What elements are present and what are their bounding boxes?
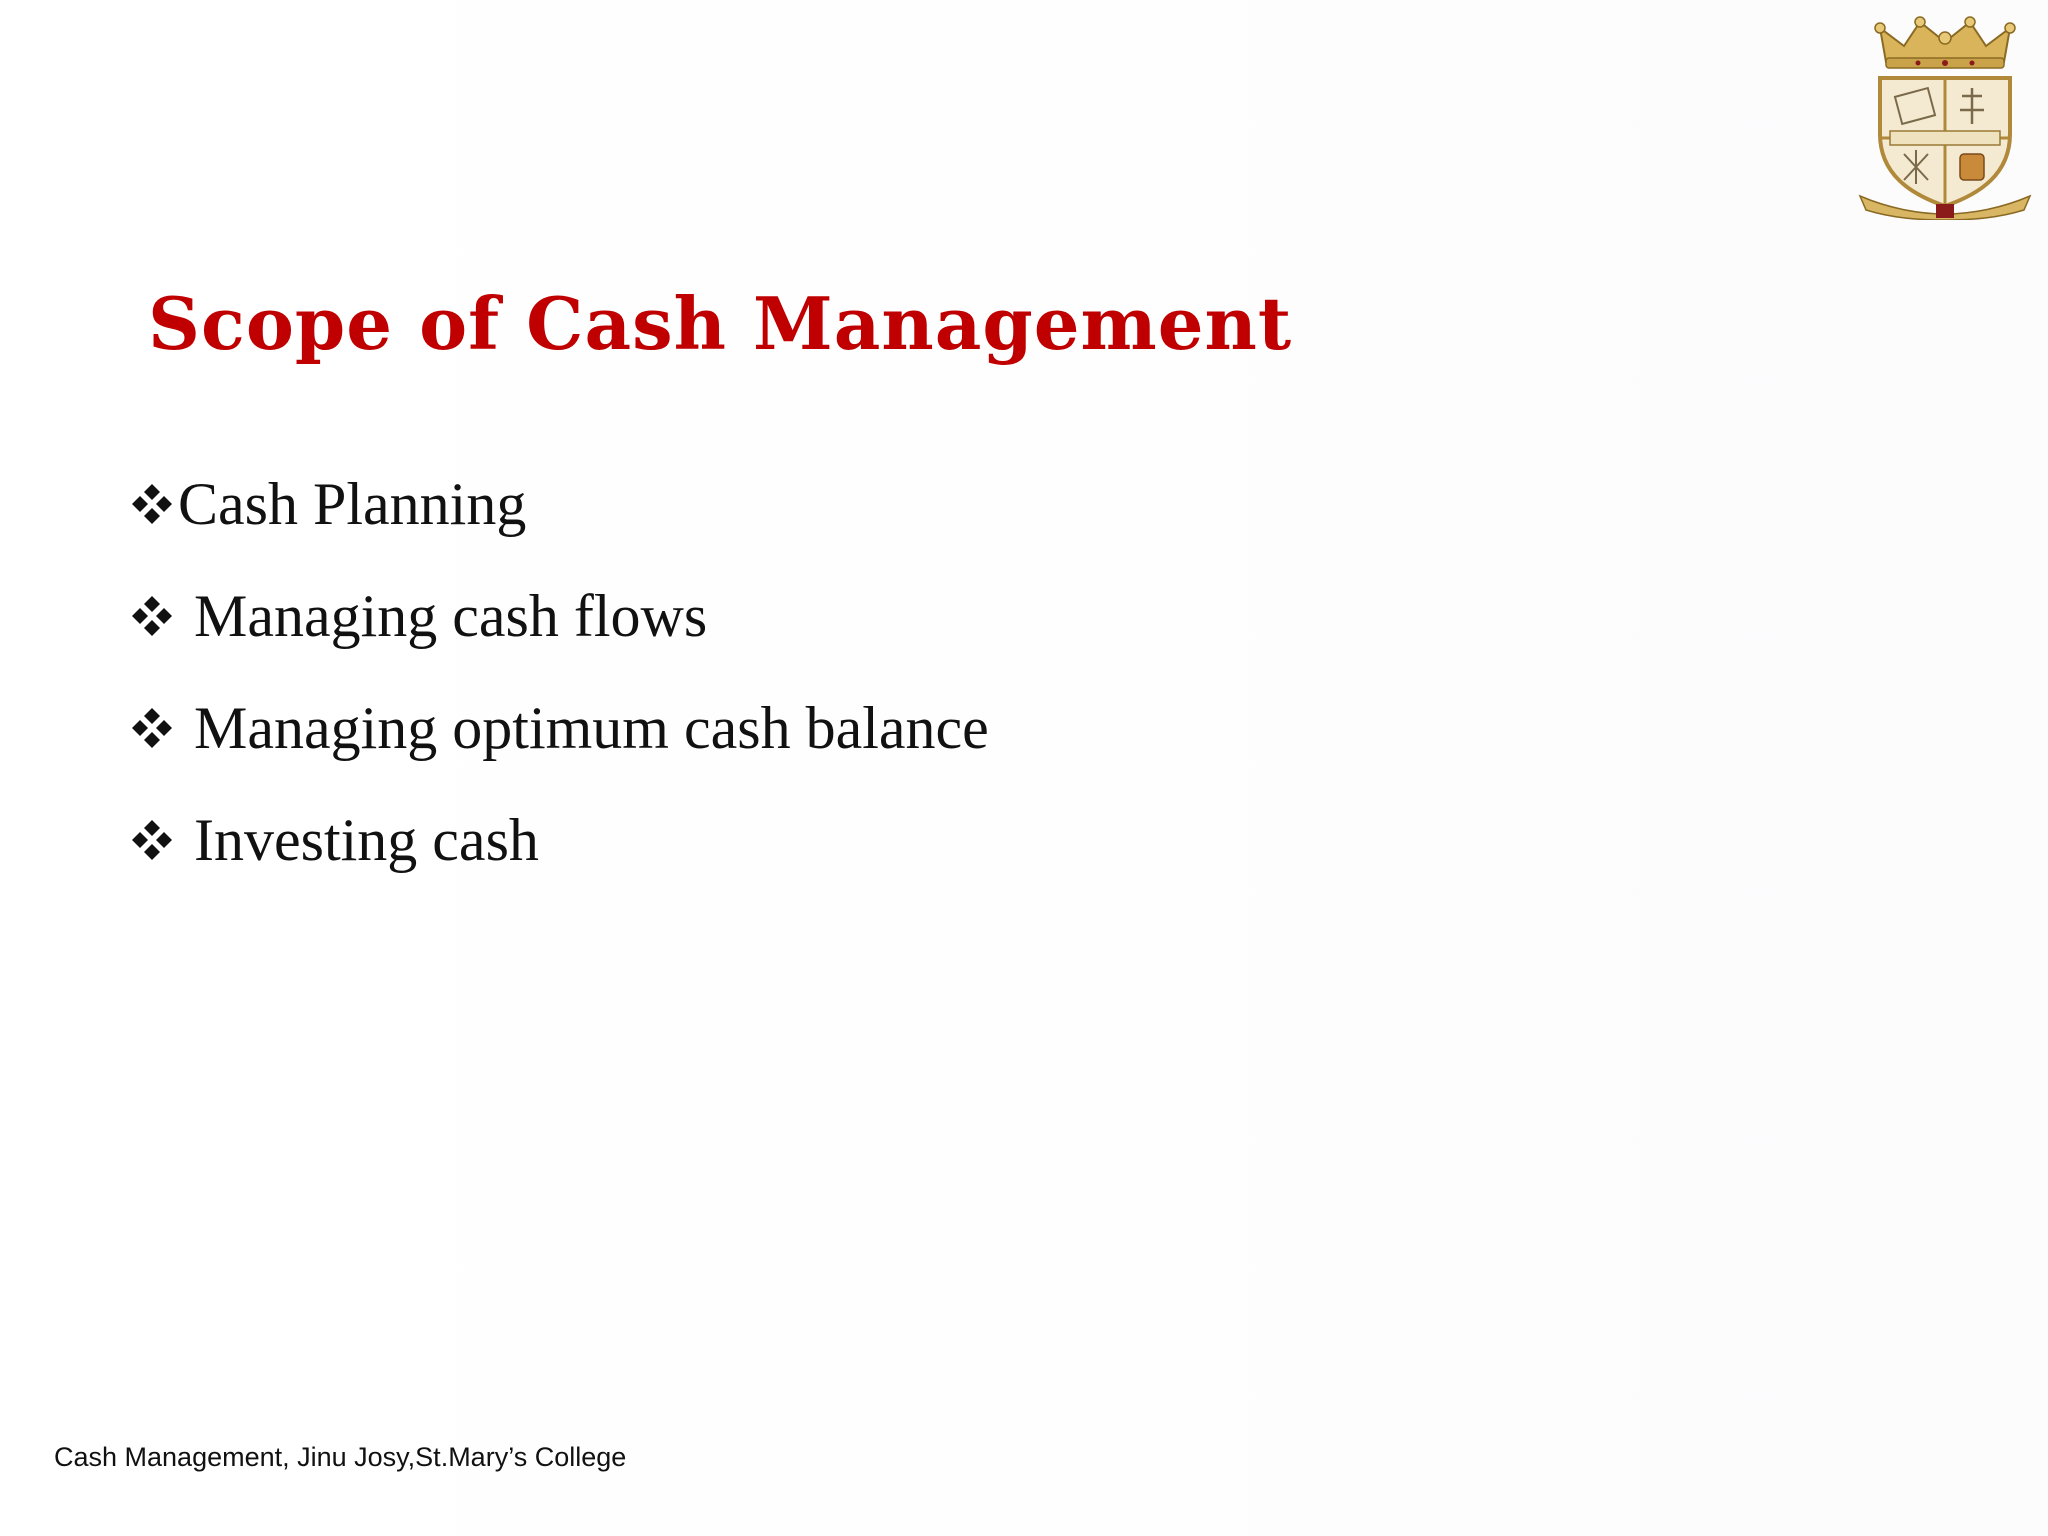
shield-icon	[1880, 78, 2010, 206]
college-crest-icon	[1858, 14, 2032, 220]
slide-footer: Cash Management, Jinu Josy,St.Mary’s College	[54, 1442, 627, 1472]
bullet-text: Cash Planning	[178, 471, 527, 537]
bullet-item	[128, 448, 989, 560]
bullet-text: Managing cash flows	[194, 583, 708, 649]
slide-title: Scope of Cash Management	[148, 281, 1293, 366]
bullet-list	[128, 448, 989, 896]
bullet-text: Investing cash	[194, 807, 539, 873]
bullet-text: Managing optimum cash balance	[194, 695, 989, 761]
four-diamond-bullet-icon	[128, 480, 176, 528]
college-crest-logo	[1858, 14, 2032, 220]
bullet-item	[128, 784, 989, 896]
four-diamond-bullet-icon	[128, 816, 176, 864]
bullet-item	[128, 672, 989, 784]
four-diamond-bullet-icon	[128, 592, 176, 640]
bullet-item	[128, 560, 989, 672]
four-diamond-bullet-icon	[128, 704, 176, 752]
crown-icon	[1875, 17, 2015, 68]
